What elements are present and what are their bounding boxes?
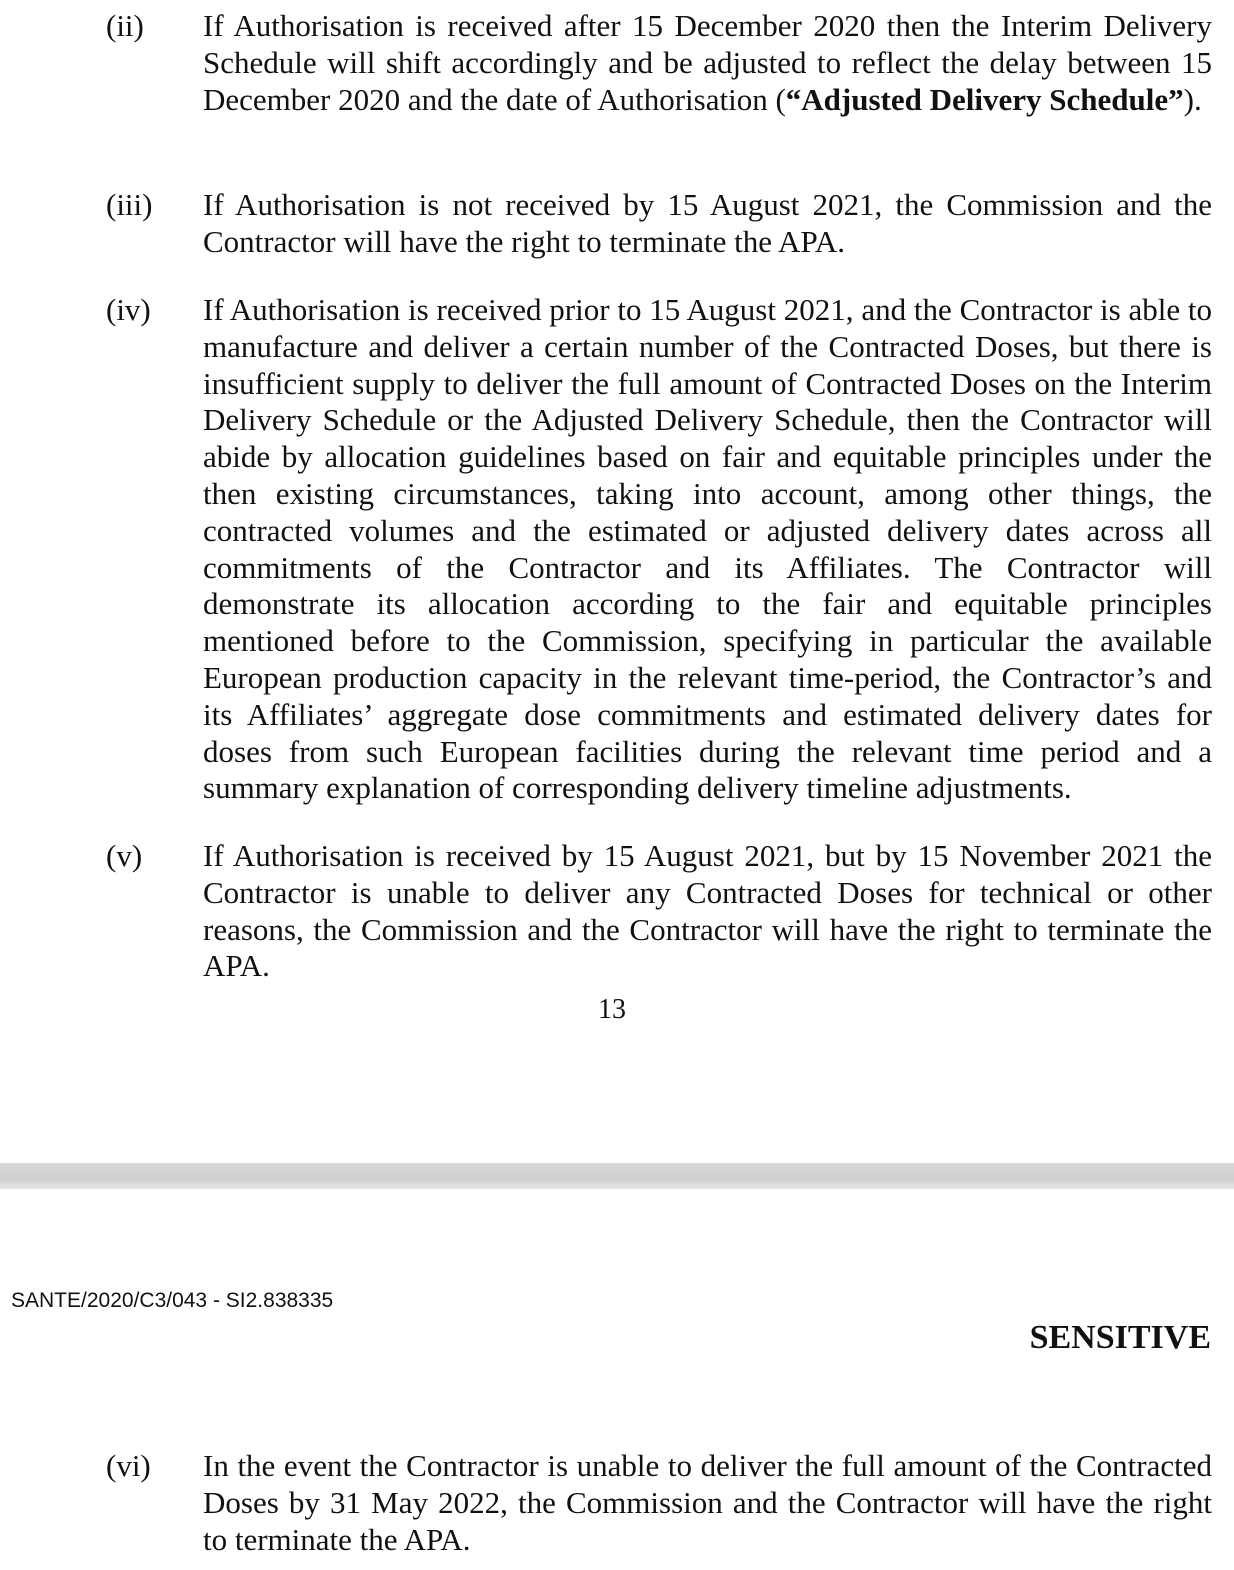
clause-text-part: If Authorisation is received after 15 December 2020 then the Interim Delivery Schedule will shift accordingly and be adjusted to reflect the delay between 15 December 2020 and the date of Authorisation ( <box>203 8 1212 117</box>
page-number: 13 <box>598 994 626 1025</box>
clause-number: (iv) <box>106 292 151 327</box>
page-divider <box>0 1163 1234 1189</box>
clause-text: If Authorisation is received prior to 15 August 2021, and the Contractor is able to manufacture and deliver a certain number of the Contracted Doses, but there is insufficient supply to deliver the full amount of Contracted Doses on the Interim Delivery Schedule or the Adjusted Delivery Schedule, then the Contractor will abide by allocation guidelines based on fair and equitable principles under the then existing circumstances, taking into account, among other things, the contracted volumes and the estimated or adjusted delivery dates across all commitments of the Contractor and its Affiliates. The Contractor will demonstrate its allocation according to the fair and equitable principles mentioned before to the Commission, specifying in particular the available European production capacity in the relevant time-period, the Contractor’s and its Affiliates’ aggregate dose commitments and estimated delivery dates for doses from such European facilities during the relevant time period and a summary explanation of corresponding delivery timeline adjustments. <box>203 292 1212 806</box>
clause-text <box>203 8 1212 118</box>
clause-number: (v) <box>106 838 143 873</box>
clause-text: In the event the Contractor is unable to deliver the full amount of the Contracted Doses by 31 May 2022, the Commission and the Contractor will have the right to terminate the APA. <box>203 1448 1212 1557</box>
clause-text: If Authorisation is not received by 15 August 2021, the Commission and the Contractor will have the right to terminate the APA. <box>203 187 1212 259</box>
sensitivity-marking: SENSITIVE <box>1029 1319 1211 1356</box>
clause-text: If Authorisation is received by 15 August 2021, but by 15 November 2021 the Contractor is unable to deliver any Contracted Doses for technical or other reasons, the Commission and the Contractor will have the right to terminate the APA. <box>203 838 1212 984</box>
clause-number: (ii) <box>106 8 144 43</box>
clause-text-part: ). <box>1183 81 1202 117</box>
defined-term: “Adjusted Delivery Schedule” <box>785 81 1184 117</box>
clause-number: (iii) <box>106 187 153 222</box>
clause-number: (vi) <box>106 1448 151 1483</box>
document-reference: SANTE/2020/C3/043 - SI2.838335 <box>11 1289 334 1312</box>
